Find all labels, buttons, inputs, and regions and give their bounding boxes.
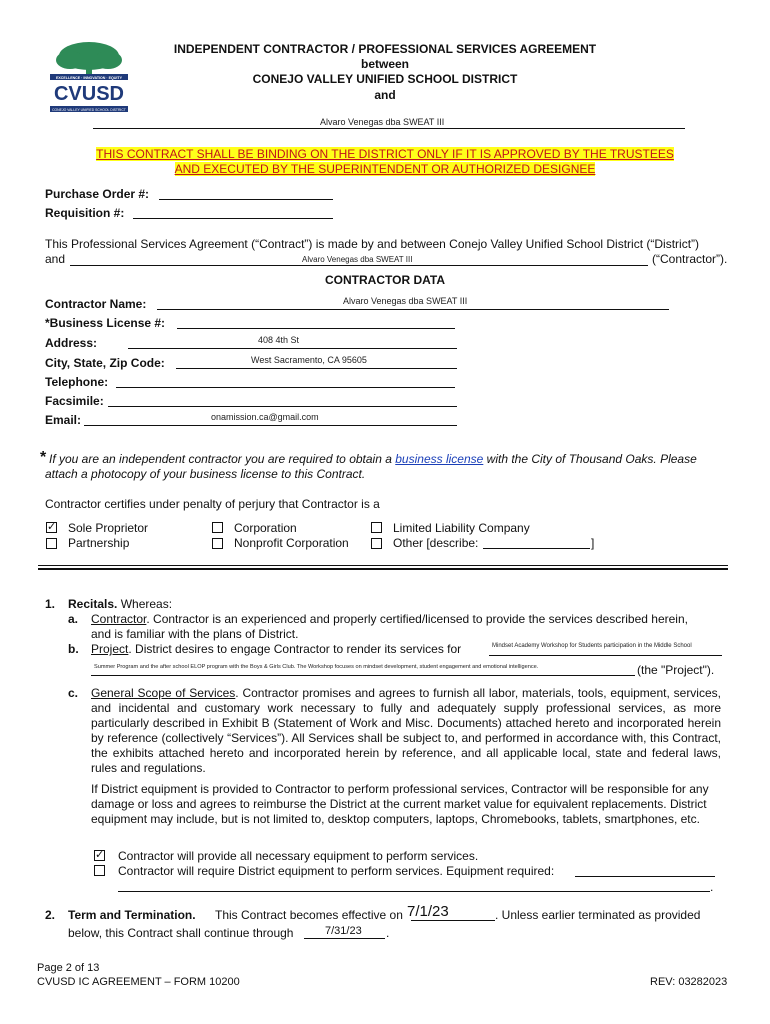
address-label: Address:	[45, 336, 98, 350]
recital-b-label: b.	[68, 642, 79, 656]
section2-period: .	[386, 926, 390, 940]
recital-c-label: c.	[68, 686, 79, 700]
start-date-line	[411, 920, 495, 921]
license-note-line2: attach a photocopy of your business license to this Contract.	[45, 467, 366, 481]
email-line	[84, 425, 457, 426]
contractor-name-line	[157, 309, 669, 310]
partnership-checkbox[interactable]	[46, 538, 57, 549]
header-contractor-fill[interactable]: Alvaro Venegas dba SWEAT III	[320, 117, 445, 127]
other-describe-field[interactable]	[483, 548, 590, 549]
requisition-field[interactable]	[133, 218, 333, 219]
contractor-equipment-checkbox[interactable]	[94, 850, 105, 861]
section1-number: 1.	[45, 597, 56, 611]
requisition-label: Requisition #:	[45, 206, 125, 220]
contractor-data-title: CONTRACTOR DATA	[325, 273, 445, 287]
header-title: INDEPENDENT CONTRACTOR / PROFESSIONAL SERVICES AGREEMENT	[173, 42, 597, 56]
corporation-checkbox[interactable]	[212, 522, 223, 533]
project-end: (the "Project").	[637, 663, 715, 677]
other-bracket: ]	[591, 536, 595, 550]
section2-text1: This Contract becomes effective on	[215, 908, 403, 922]
logo-text: CVUSD	[53, 83, 125, 105]
recital-a-label: a.	[68, 612, 79, 626]
license-note-line1: If you are an independent contractor you are required to obtain a business license with the City of Thousand Oaks. Please	[49, 452, 697, 466]
project-fill-line1	[489, 655, 722, 656]
section2-line2: below, this Contract shall continue through	[68, 926, 294, 940]
intro-end: (“Contractor”).	[652, 252, 728, 266]
equipment-paragraph: If District equipment is provided to Contractor to perform professional services, Contractor will be responsible for any damage or loss and agrees to reimburse the District at the current market value for equivalent replacements. District equipment may include, but is not limited to, desktop computers, laptops, Chromebooks, tablets, smartphones, etc.	[91, 782, 709, 826]
llc-label: Limited Liability Company	[393, 521, 530, 535]
sole-proprietor-checkbox[interactable]	[46, 522, 57, 533]
start-date-value[interactable]: 7/1/23	[407, 903, 449, 920]
header-district: CONEJO VALLEY UNIFIED SCHOOL DISTRICT	[252, 72, 518, 86]
nonprofit-checkbox[interactable]	[212, 538, 223, 549]
section2-number: 2.	[45, 908, 56, 922]
contractor-equipment-label: Contractor will provide all necessary equipment to perform services.	[118, 849, 479, 863]
end-date-line	[304, 938, 385, 939]
certify-text: Contractor certifies under penalty of perjury that Contractor is a	[45, 497, 380, 511]
intro-contractor-line	[70, 265, 648, 266]
other-checkbox[interactable]	[371, 538, 382, 549]
nonprofit-label: Nonprofit Corporation	[234, 536, 349, 550]
page-number: Page 2 of 13	[37, 962, 100, 974]
section2-title: Term and Termination.	[68, 908, 196, 922]
business-license-field[interactable]	[177, 328, 455, 329]
partnership-label: Partnership	[68, 536, 130, 550]
logo-sub-text: CONEJO VALLEY UNIFIED SCHOOL DISTRICT	[52, 108, 126, 112]
city-line	[176, 368, 457, 369]
notice-line1: THIS CONTRACT SHALL BE BINDING ON THE DISTRICT ONLY IF IT IS APPROVED BY THE TRUSTEES	[96, 147, 674, 161]
intro-and: and	[45, 252, 66, 266]
recital-b-line1: Project. District desires to engage Contractor to render its services for	[91, 642, 462, 656]
llc-checkbox[interactable]	[371, 522, 382, 533]
check-mark-icon: ✓	[95, 849, 105, 861]
revision: REV: 03282023	[650, 976, 728, 988]
email-label: Email:	[45, 413, 82, 427]
project-fill-line2	[91, 675, 635, 676]
district-equipment-label: Contractor will require District equipment to perform services. Equipment required:	[118, 864, 555, 878]
sole-proprietor-label: Sole Proprietor	[68, 521, 149, 535]
form-id: CVUSD IC AGREEMENT – FORM 10200	[37, 976, 240, 988]
equipment-period: .	[710, 880, 714, 894]
project-fill-1[interactable]: Mindset Academy Workshop for Students participation in the Middle School	[492, 643, 692, 649]
po-field[interactable]	[159, 199, 333, 200]
address-line	[128, 348, 457, 349]
logo-ring-text: EXCELLENCE · INNOVATION · EQUITY	[56, 76, 122, 80]
business-license-label: *Business License #:	[45, 316, 166, 330]
recital-a-line1: Contractor. Contractor is an experienced and properly certified/licensed to provide the services described herein,	[91, 612, 688, 626]
business-license-link[interactable]: business license	[395, 452, 484, 466]
equipment-required-field-2[interactable]	[118, 891, 710, 892]
telephone-field[interactable]	[116, 387, 455, 388]
project-fill-2[interactable]: Summer Program and the after school ELOP program with the Boys & Girls Club. The Workshop focuses on mindset development, student engagement and emotional intelligence.	[94, 664, 539, 670]
divider-top	[38, 565, 728, 566]
license-note-star: *	[40, 449, 47, 466]
city-label: City, State, Zip Code:	[45, 356, 165, 370]
facsimile-field[interactable]	[108, 406, 457, 407]
check-mark-icon: ✓	[47, 521, 57, 533]
address-value[interactable]: 408 4th St	[258, 335, 300, 345]
header-between: between	[360, 57, 409, 71]
intro-contractor-fill[interactable]: Alvaro Venegas dba SWEAT III	[302, 255, 413, 264]
header-and: and	[374, 88, 396, 102]
section2-text2: . Unless earlier terminated as provided	[495, 908, 701, 922]
facsimile-label: Facsimile:	[45, 394, 104, 408]
contractor-name-value[interactable]: Alvaro Venegas dba SWEAT III	[343, 296, 468, 306]
other-label: Other [describe:	[393, 536, 479, 550]
section1-heading: Recitals. Whereas:	[68, 597, 173, 611]
equipment-required-field[interactable]	[575, 876, 715, 877]
telephone-label: Telephone:	[45, 375, 109, 389]
recital-c-paragraph: General Scope of Services. Contractor promises and agrees to furnish all labor, materials, tools, equipment, services, and incidental and customary work necessary to fully and adequately supply professional services, as more particularly described in Exhibit B (Statement of Work and Misc. Documents) attached hereto and incorporated herein by reference (collectively “Services”). All Services shall be subject to, and performed in accordance with, this Contract, the exhibits attached hereto and incorporated herein by reference, and all applicable local, state and federal laws, rules and regulations.	[91, 686, 721, 775]
corporation-label: Corporation	[234, 521, 297, 535]
intro-line1: This Professional Services Agreement (“Contract”) is made by and between Conejo Valley Unified School District (“District”)	[45, 237, 700, 251]
district-equipment-checkbox[interactable]	[94, 865, 105, 876]
end-date-value[interactable]: 7/31/23	[325, 925, 362, 937]
recital-a-line2: and is familiar with the plans of District.	[91, 627, 299, 641]
header-contractor-line	[93, 128, 685, 129]
city-value[interactable]: West Sacramento, CA 95605	[251, 355, 367, 365]
contractor-name-label: Contractor Name:	[45, 297, 147, 311]
po-label: Purchase Order #:	[45, 187, 150, 201]
divider-bottom	[38, 568, 728, 570]
notice-line2: AND EXECUTED BY THE SUPERINTENDENT OR AUTHORIZED DESIGNEE	[174, 162, 596, 176]
email-value[interactable]: onamission.ca@gmail.com	[211, 412, 319, 422]
